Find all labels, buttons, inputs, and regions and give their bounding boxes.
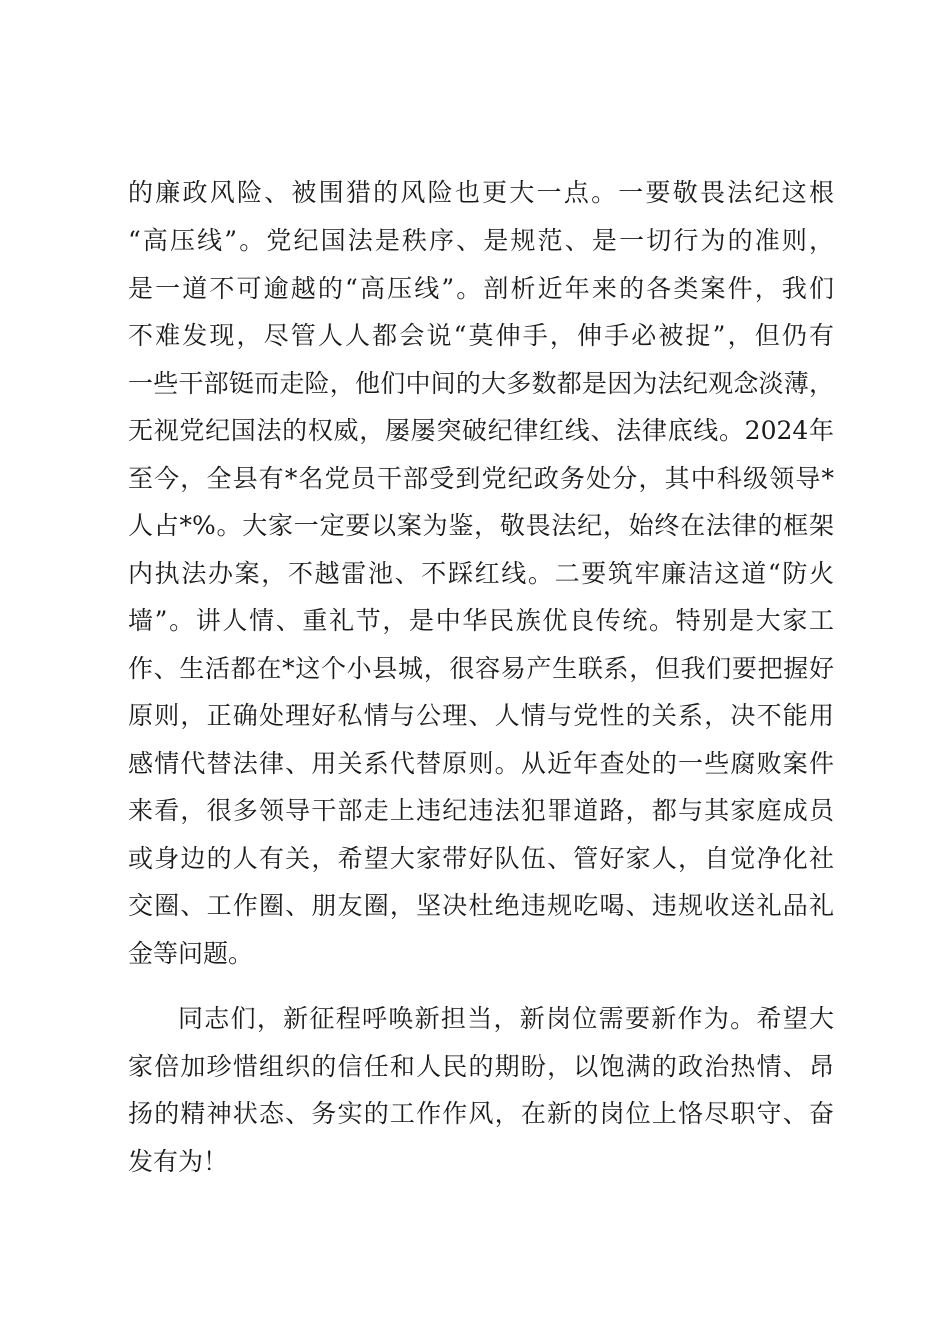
text-line: 的廉政风险、被围猎的风险也更大一点。一要敬畏法纪这根 xyxy=(128,178,834,207)
text-line: 一些干部铤而走险，他们中间的大多数都是因为法纪观念淡薄， xyxy=(128,369,834,398)
text-line: 内执法办案，不越雷池、不踩红线。二要筑牢廉洁这道“防火 xyxy=(128,559,834,588)
text-line: 家倍加珍惜组织的信任和人民的期盼，以饱满的政治热情、昂 xyxy=(128,1052,834,1081)
text-line: 无视党纪国法的权威，屡屡突破纪律红线、法律底线。2024年 xyxy=(128,416,834,445)
text-line: 金等问题。 xyxy=(128,939,254,968)
text-line: 发有为！ xyxy=(128,1147,229,1176)
text-line: 同志们，新征程呼唤新担当，新岗位需要新作为。希望大 xyxy=(178,1004,834,1033)
text-line: 或身边的人有关，希望大家带好队伍、管好家人，自觉净化社 xyxy=(128,844,834,873)
text-line: 是一道不可逾越的“高压线”。剖析近年来的各类案件，我们 xyxy=(128,274,834,303)
text-line: 作、生活都在*这个小县城，很容易产生联系，但我们要把握好 xyxy=(128,654,834,683)
text-line: 来看，很多领导干部走上违纪违法犯罪道路，都与其家庭成员 xyxy=(128,796,834,825)
text-line: 至今，全县有*名党员干部受到党纪政务处分，其中科级领导* xyxy=(128,464,834,493)
text-line: 墙”。讲人情、重礼节，是中华民族优良传统。特别是大家工 xyxy=(128,606,834,635)
text-line: 扬的精神状态、务实的工作作风，在新的岗位上恪尽职守、奋 xyxy=(128,1099,834,1128)
text-line: 人占*%。大家一定要以案为鉴，敬畏法纪，始终在法律的框架 xyxy=(128,511,834,540)
text-line: 不难发现，尽管人人都会说“莫伸手，伸手必被捉”，但仍有 xyxy=(128,321,834,350)
text-line: 交圈、工作圈、朋友圈，坚决杜绝违规吃喝、违规收送礼品礼 xyxy=(128,891,834,920)
text-line: 原则，正确处理好私情与公理、人情与党性的关系，决不能用 xyxy=(128,701,834,730)
text-line: “高压线”。党纪国法是秩序、是规范、是一切行为的准则， xyxy=(128,226,834,255)
text-line: 感情代替法律、用关系代替原则。从近年查处的一些腐败案件 xyxy=(128,749,834,778)
